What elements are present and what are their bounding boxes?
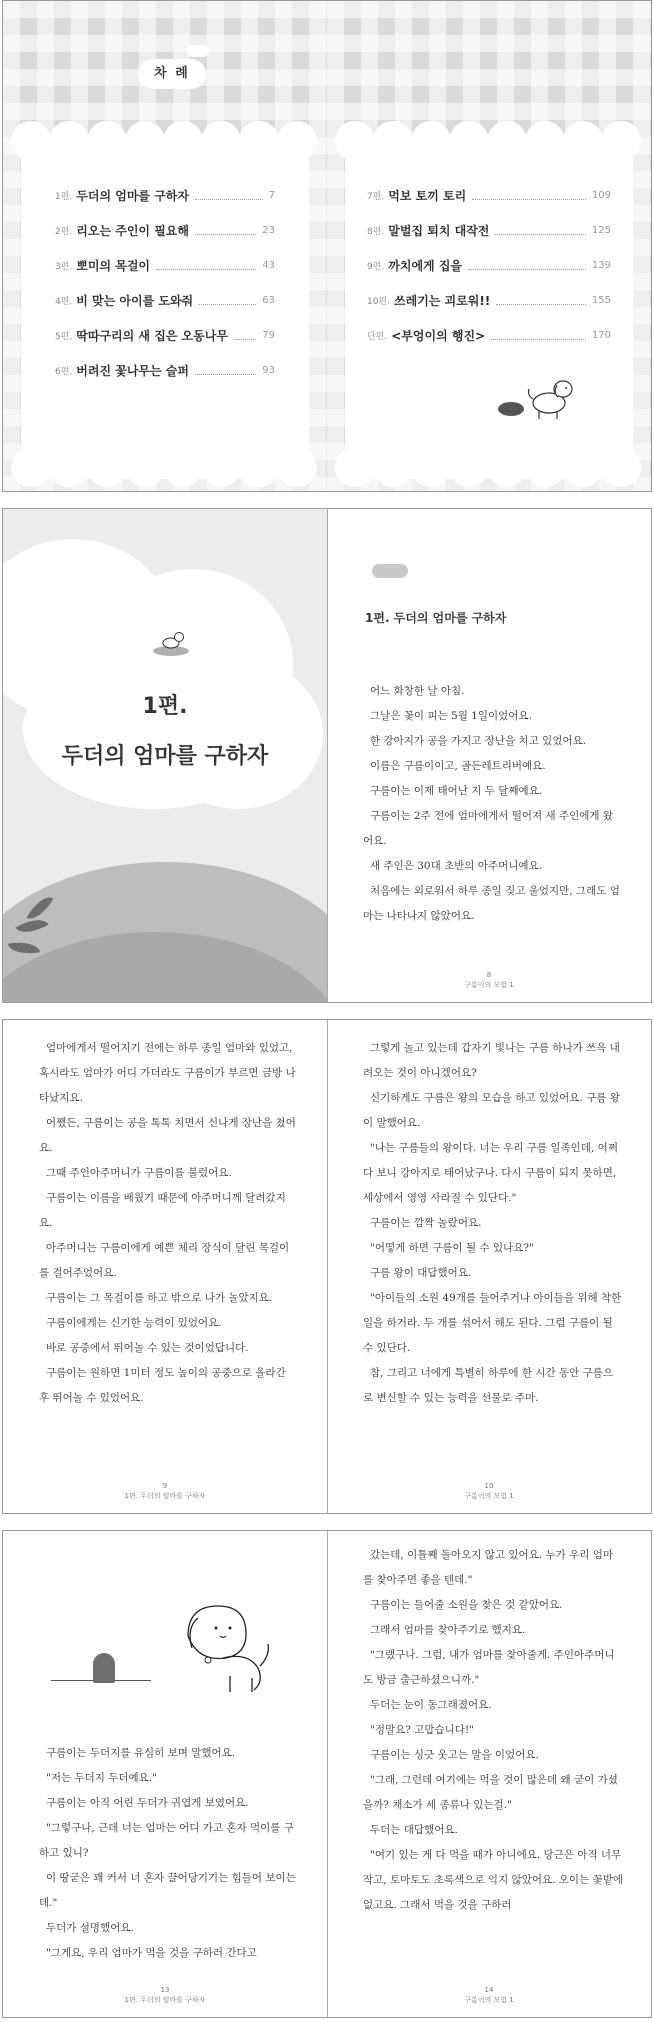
toc-leader: [234, 331, 256, 340]
page-number: 10: [484, 1482, 494, 1490]
cloud-bump: [449, 447, 489, 487]
toc-entry-page: 155: [591, 294, 611, 306]
page-text: [363, 1036, 623, 1411]
page-text: [363, 1543, 623, 1918]
pages-9-10-spread: [2, 1019, 652, 1514]
cloud-bump: [373, 121, 413, 161]
cloud-icon: [372, 564, 408, 578]
paragraph: 그렇게 놀고 있는데 갑자기 빛나는 구름 하나가 쓰윽 내려오는 것이 아니겠어요?: [363, 1042, 620, 1079]
toc-entry-title: <부엉이의 행진>: [391, 328, 486, 343]
page-footer: [327, 1985, 651, 2005]
cloud-bump: [277, 121, 317, 161]
running-title: 1편. 두더의 엄마를 구하자: [124, 1996, 206, 2004]
cloud-bump: [449, 121, 489, 161]
paragraph: 참, 그리고 너에게 특별히 하루에 한 시간 동안 구름으로 변신할 수 있는 능력을 선물로 주마.: [363, 1367, 614, 1404]
page-14: [327, 1531, 651, 2017]
toc-leader: [468, 261, 586, 270]
cloud-bump: [373, 447, 413, 487]
page-footer: [327, 1481, 651, 1501]
toc-entry-number: 10편.: [367, 296, 391, 307]
dog-illustration: [168, 1596, 278, 1696]
paragraph: 구름이는 깜짝 놀랐어요.: [370, 1217, 482, 1229]
cloud-bump: [563, 121, 603, 161]
toc-entry[interactable]: [55, 289, 275, 311]
toc-leader: [491, 331, 586, 340]
chapter1-spread: [2, 508, 652, 1003]
paragraph: "나는 구름들의 왕이다. 너는 우리 구름 일족인데, 어쩌다 보니 강아지로 태어났구나. 다시 구름이 되지 못하면, 세상에서 영영 사라질 수 있단다.": [363, 1142, 618, 1204]
toc-entry-title: 뽀미의 목걸이: [76, 258, 151, 273]
paragraph: "그렇구나, 근데 너는 엄마는 어디 가고 혼자 먹이를 구하고 있니?: [39, 1822, 294, 1859]
paragraph: 아주머니는 구름이에게 예쁜 체리 장식이 달린 목걸이를 걸어주었어요.: [39, 1242, 290, 1279]
toc-entry-page: 79: [262, 329, 275, 341]
toc-entry-page: 125: [591, 224, 611, 236]
toc-entry-page: 43: [262, 259, 275, 271]
cloud-bump: [239, 447, 279, 487]
toc-entry-number: 6편.: [55, 366, 73, 377]
page-9: [3, 1020, 328, 1513]
page-number: 8: [486, 971, 492, 979]
toc-entry-title: 두더의 엄마를 구하자: [76, 188, 189, 203]
toc-entry[interactable]: [367, 219, 611, 241]
toc-entry-title: 까치에게 집을: [388, 258, 463, 273]
cloud-bump: [125, 447, 165, 487]
cloud-bump: [125, 121, 165, 161]
toc-entry-page: 63: [262, 294, 275, 306]
toc-spread: [2, 0, 652, 492]
paragraph: 처음에는 외로워서 하루 종일 짖고 울었지만, 그래도 엄마는 나타나지 않았어요.: [363, 885, 620, 922]
chapter-heading: 1편. 두더의 엄마를 구하자: [365, 611, 507, 625]
paragraph: "아이들의 소원 49개를 들어주거나 아이들을 위해 착한 일을 하거라. 두 개를 섞어서 해도 된다. 그럼 구름이 될 수 있단다.: [363, 1292, 622, 1354]
paragraph: 그날은 꽃이 피는 5월 1일이었어요.: [370, 710, 532, 722]
paragraph: "정말요? 고맙습니다!": [370, 1724, 474, 1736]
paragraph: "그랬구나. 그럼, 내가 엄마를 찾아줄게. 주인아주머니도 방금 출근하셨으니까.": [363, 1649, 615, 1686]
toc-entry-number: 2편.: [55, 226, 73, 237]
cloud-bump: [87, 447, 127, 487]
toc-entry-number: 3편.: [55, 261, 73, 272]
paragraph: 갔는데, 이틀째 돌아오지 않고 있어요. 누가 우리 엄마를 찾아주면 좋을 텐데.": [363, 1549, 614, 1586]
toc-entry[interactable]: [55, 359, 275, 381]
chapter1-cover-page: [3, 509, 328, 1002]
toc-entry[interactable]: [367, 324, 611, 346]
cloud-bump: [411, 447, 451, 487]
cloud-bump: [563, 447, 603, 487]
cloud-shape: [153, 659, 323, 809]
toc-entry-number: 단편.: [367, 331, 388, 342]
paragraph: 그때 주인아주머니가 구름이를 불렀어요.: [46, 1167, 232, 1179]
paragraph: 새 주인은 30대 초반의 아주머니예요.: [370, 860, 543, 872]
cloud-bump: [163, 121, 203, 161]
paragraph: 구름이는 그 목걸이를 하고 밖으로 나가 놀았지요.: [46, 1292, 273, 1304]
page-number: 14: [484, 1986, 494, 1994]
toc-leader: [156, 261, 256, 270]
cloud-bump: [525, 447, 565, 487]
paragraph: 엄마에게서 떨어지기 전에는 하루 종일 엄마와 있었고, 혹시라도 엄마가 어디 가더라도 구름이가 부르면 금방 나타났지요.: [39, 1042, 296, 1104]
cloud-bump: [601, 121, 641, 161]
toc-entry-title: 쓰레기는 괴로워!!: [394, 293, 491, 308]
paragraph: 이름은 구름이이고, 골든레트리버예요.: [370, 760, 546, 772]
cloud-bump: [163, 447, 203, 487]
cloud-bump: [277, 447, 317, 487]
cloud-bump: [11, 447, 51, 487]
toc-leader: [496, 296, 586, 305]
toc-entry[interactable]: [55, 324, 275, 346]
cloud-bump: [49, 447, 89, 487]
chapter-cover-number: 1편.: [142, 694, 188, 719]
dog-on-cloud-icon: [151, 627, 191, 657]
page-number: 9: [162, 1482, 168, 1490]
chapter-cover-title: 두더의 엄마를 구하자: [61, 744, 269, 769]
paragraph: "그게요, 우리 엄마가 먹을 것을 구하러 간다고: [46, 1947, 257, 1959]
paragraph: 이 땅굳은 꽤 커서 너 혼자 끌어당기기는 힘들어 보이는데.": [39, 1872, 296, 1909]
page-footer: [3, 1481, 327, 1501]
paragraph: 구름이는 싱긋 웃고는 말을 이었어요.: [370, 1749, 539, 1761]
paragraph: 어느 화창한 날 아침.: [370, 685, 465, 697]
toc-entry-number: 7편.: [367, 191, 385, 202]
toc-right-page: [327, 1, 651, 491]
paragraph: 두더는 눈이 동그래졌어요.: [370, 1699, 492, 1711]
paragraph: 두더는 대답했어요.: [370, 1824, 458, 1836]
toc-entry[interactable]: [55, 254, 275, 276]
cloud-bump: [525, 121, 565, 161]
paragraph: 구름이는 들어줄 소원을 찾은 것 같았어요.: [370, 1599, 563, 1611]
toc-entry-page: 109: [591, 189, 611, 201]
paragraph: "어떻게 하면 구름이 될 수 있나요?": [370, 1242, 534, 1254]
pages-13-14-spread: [2, 1530, 652, 2018]
paragraph: 구름이는 아직 어린 두더가 귀엽게 보였어요.: [46, 1797, 249, 1809]
toc-entry[interactable]: [55, 184, 275, 206]
toc-entry-number: 4편.: [55, 296, 73, 307]
page-footer: [327, 970, 651, 990]
cloud-bump: [601, 447, 641, 487]
toc-entry[interactable]: [367, 254, 611, 276]
cloud-bump: [49, 121, 89, 161]
toc-entry-title: 말벌집 퇴치 대작전: [388, 223, 490, 238]
paragraph: 구름이는 원하면 1미터 정도 높이의 공중으로 올라간 후 뛰어놀 수 있었어요.: [39, 1367, 286, 1404]
toc-entry-number: 9편.: [367, 261, 385, 272]
cloud-bump: [487, 121, 527, 161]
cloud-bump: [87, 121, 127, 161]
toc-leader: [195, 366, 256, 375]
toc-entry-title: 먹보 토끼 토리: [388, 188, 467, 203]
toc-entry-number: 8편.: [367, 226, 385, 237]
paragraph: 신기하게도 구름은 왕의 모습을 하고 있었어요. 구름 왕이 말했어요.: [363, 1092, 620, 1129]
running-title: 구름이의 모험 1: [464, 1492, 514, 1500]
cloud-icon: [187, 45, 209, 57]
toc-heading: 차 례: [138, 59, 206, 89]
paragraph: 바로 공중에서 뛰어놀 수 있는 것이었답니다.: [46, 1342, 249, 1354]
paragraph: 한 강아지가 공을 가지고 장난을 치고 있었어요.: [370, 735, 587, 747]
page-13: [3, 1531, 328, 2017]
running-title: 구름이의 모험 1: [464, 981, 514, 989]
paragraph: 그래서 엄마를 찾아주기로 했지요.: [370, 1624, 526, 1636]
page-text: [39, 1036, 299, 1411]
toc-entry-title: 비 맞는 아이를 도와줘: [76, 293, 194, 308]
running-title: 1편. 두더의 엄마를 구하자: [124, 1492, 206, 1500]
toc-entry-title: 버려진 꽃나무는 슬퍼: [76, 363, 189, 378]
paragraph: 구름이는 2주 전에 엄마에게서 떨어져 새 주인에게 왔어요.: [363, 810, 614, 847]
toc-entry-page: 23: [262, 224, 275, 236]
toc-entry[interactable]: [367, 289, 611, 311]
toc-entry-number: 5편.: [55, 331, 73, 342]
toc-leader: [195, 191, 263, 200]
toc-entry-title: 딱따구리의 새 집은 오동나무: [76, 328, 228, 343]
cloud-bump: [239, 121, 279, 161]
page-number: 13: [160, 1986, 170, 1994]
paragraph: 구름이에게는 신기한 능력이 있었어요.: [46, 1317, 222, 1329]
paragraph: 구름이는 이름을 배웠기 때문에 아주머니께 달려갔지요.: [39, 1192, 286, 1229]
cloud-bump: [201, 121, 241, 161]
toc-leader: [472, 191, 586, 200]
toc-entry-title: 리오는 주인이 필요해: [76, 223, 189, 238]
toc-leader: [195, 226, 256, 235]
cloud-bump: [335, 121, 375, 161]
toc-entry-number: 1편.: [55, 191, 73, 202]
page-footer: [3, 1985, 327, 2005]
mole-mound-icon: [93, 1653, 115, 1683]
paragraph: "그래, 그런데 여기에는 먹을 것이 많은데 왜 굳이 가셨을까? 채소가 세 종류나 있는걸.": [363, 1774, 618, 1811]
page-8: [327, 509, 651, 1002]
page-text: [363, 679, 623, 929]
cloud-bump: [335, 447, 375, 487]
toc-entry[interactable]: [367, 184, 611, 206]
dog-illustration: [497, 373, 577, 423]
toc-entry-page: 93: [262, 364, 275, 376]
toc-entry[interactable]: [55, 219, 275, 241]
cloud-bump: [411, 121, 451, 161]
paragraph: 어쨌든, 구름이는 공을 톡톡 치면서 신나게 장난을 쳤어요.: [39, 1117, 296, 1154]
cloud-bump: [11, 121, 51, 161]
cloud-bump: [201, 447, 241, 487]
toc-leader: [495, 226, 586, 235]
paragraph: 구름이는 두더지를 유심히 보며 말했어요.: [46, 1747, 236, 1759]
toc-left-page: [3, 1, 328, 491]
toc-entry-page: 170: [591, 329, 611, 341]
paragraph: "여기 있는 게 다 먹을 때가 아니에요. 당근은 아직 너무 작고, 토마토도 초록색으로 익지 않았어요. 오이는 꽃밭에 없고요. 그래서 먹을 것을 구하러: [363, 1849, 623, 1911]
toc-entry-page: 139: [591, 259, 611, 271]
paragraph: "저는 두더지 두더예요.": [46, 1772, 157, 1784]
paragraph: 구름 왕이 대답했어요.: [370, 1267, 472, 1279]
paragraph: 두더가 설명했어요.: [46, 1922, 134, 1934]
page-10: [327, 1020, 651, 1513]
running-title: 구름이의 모험 1: [464, 1996, 514, 2004]
paragraph: 구름이는 이제 태어난 지 두 달째예요.: [370, 785, 543, 797]
cloud-bump: [487, 447, 527, 487]
page-text: [39, 1741, 299, 1966]
toc-leader: [199, 296, 256, 305]
toc-entry-page: 7: [268, 189, 275, 201]
